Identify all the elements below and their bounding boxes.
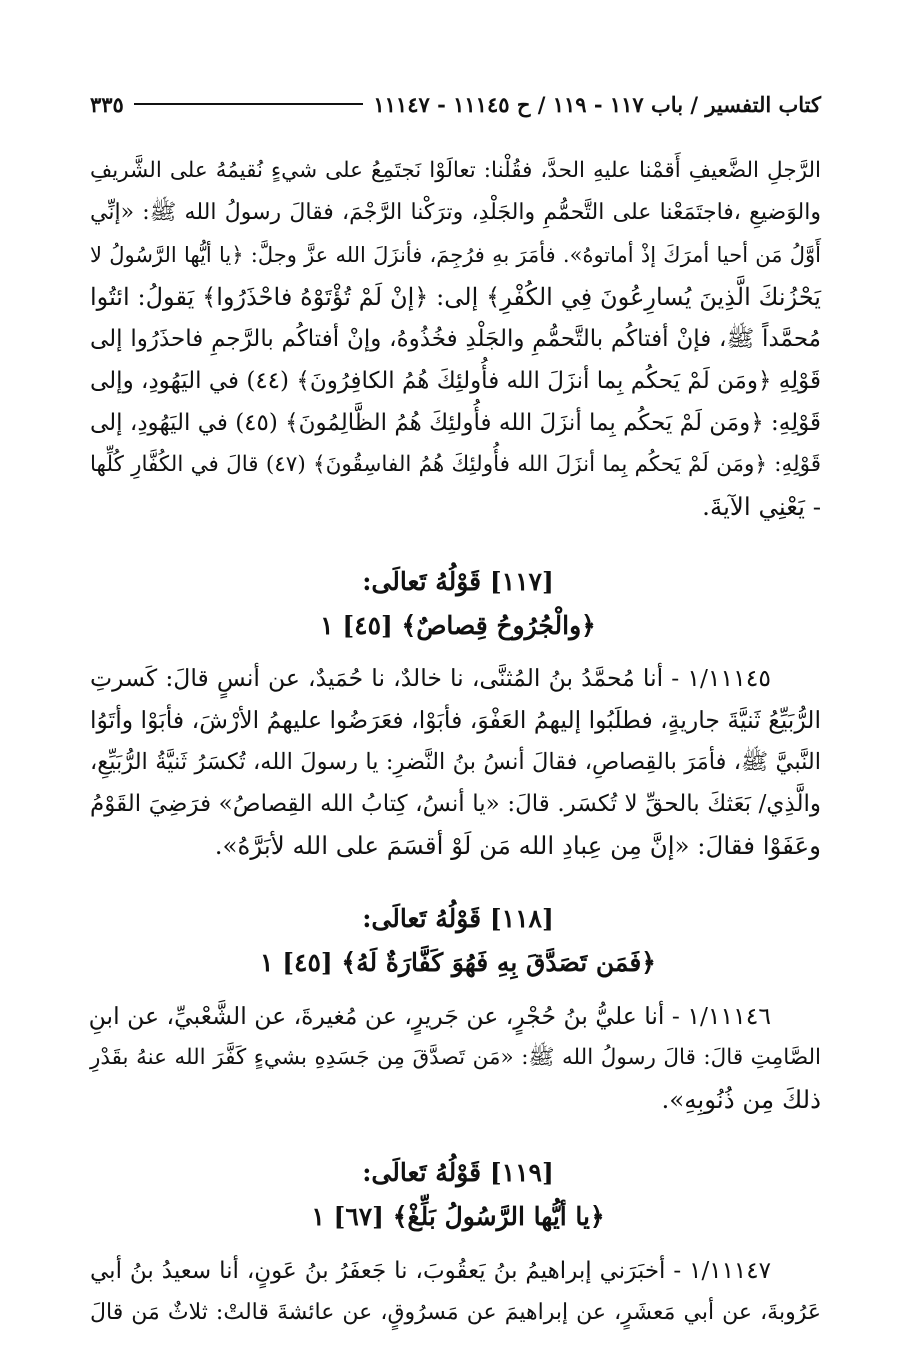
- text-line: يَحْزُنكَ الَّذِينَ يُسارِعُونَ فِي الكُفْرِ﴾ إلى: ﴿إنْ لَمْ تُؤْتَوْهُ فاحْذَرُوا﴾ يَقولُ: ائتُوا: [90, 283, 821, 311]
- header-rule: [134, 103, 364, 105]
- text-line: والَّذِي/ بَعَثكَ بالحقِّ لا تُكسَر. قالَ: «يا أنسُ، كِتابُ الله القِصاصُ» فرَضِيَ القَوْمُ: [90, 791, 821, 817]
- text-line: قَوْلِهِ ﴿ومَن لَمْ يَحكُم بِما أنزَلَ الله فأُولئِكَ هُمُ الكافِرُونَ﴾ (٤٤) في اليَهُودِ، وإلى: [90, 368, 822, 394]
- text-line: النَّبيَّ ﷺ، فأمَرَ بالقِصاصِ، فقالَ أنسُ بنُ النَّضرِ: يا رسولَ الله، تُكسَرُ ثَنيَّةُ الرُّبَيِّعِ،: [90, 749, 821, 775]
- text-line: وعَفَوْا فقالَ: «إنَّ مِن عِبادِ الله مَن لَوْ أقسَمَ على الله لأبَرَّهُ».: [214, 831, 821, 860]
- text-line: مُحمَّداً ﷺ، فإنْ أفتاكُم بالتَّحمُّمِ والجَلْدِ فخُذُوهُ، وإنْ أفتاكُم بالرَّجمِ فاحذَرُوا إلى: [90, 326, 821, 352]
- section-verse: ﴿فَمَن تَصَدَّقَ بِهِ فَهُوَ كَفَّارَةٌ لَهُ﴾ [٤٥] ١: [260, 948, 656, 977]
- text-line: عَرُوبةَ، عن أبي مَعشَرٍ، عن إبراهيمَ عن مَسرُوقٍ، عن عائشةَ قالتْ: ثلاثٌ مَن قالَ: [90, 1300, 821, 1325]
- text-line: قَوْلِهِ: ﴿ومَن لَمْ يَحكُم بِما أنزَلَ الله فأُولئِكَ هُمُ الظَّالِمُونَ﴾ (٤٥) في اليَهُودِ، إلى: [90, 410, 821, 436]
- section-verse: ﴿والْجُرُوحُ قِصاصٌ﴾ [٤٥] ١: [320, 611, 596, 640]
- text-line: والوَضيعِ ،فاجتَمَعْنا على التَّحمُّمِ والجَلْدِ، وترَكْنا الرَّجْمَ، فقالَ رسولُ الله ﷺ: «إنِّي: [90, 200, 821, 225]
- text-line: الرَّجلِ الضَّعيفِ أَقمْنا عليهِ الحدَّ، فقُلْنا: تعالَوْا نَجتَمِعُ على شيءٍ نُقيمُهُ على الشَّريفِ: [90, 158, 821, 183]
- text-line: الصَّامِتِ قالَ: قالَ رسولُ الله ﷺ: «مَن تَصدَّقَ مِن جَسَدِهِ بشيءٍ كَفَّرَ الله عنهُ بقَدْرِ: [90, 1045, 821, 1070]
- section-heading: [١١٨] قَوْلُهُ تَعالَى:: [362, 904, 554, 933]
- hadith-line: ١/١١١٤٦ - أنا عليُّ بنُ حُجْرٍ، عن جَريرٍ، عن مُغيرةَ، عن الشَّعْبيِّ، عن ابنِ: [88, 1002, 771, 1030]
- hadith-line: ١/١١١٤٥ - أنا مُحمَّدُ بنُ المُثنَّى، نا خالدٌ، نا حُمَيدٌ، عن أنسٍ قالَ: كَسرتِ: [90, 664, 771, 692]
- hadith-line: ١/١١١٤٧ - أخبَرَني إبراهيمُ بنُ يَعقُوبَ، نا جَعفَرُ بنُ عَونٍ، أنا سعيدُ بنُ أبي: [90, 1258, 771, 1284]
- section-verse: ﴿يا أيُّها الرَّسُولُ بَلِّغْ﴾ [٦٧] ١: [311, 1202, 605, 1231]
- text-line: قَوْلِهِ: ﴿ومَن لَمْ يَحكُم بِما أنزَلَ الله فأُولئِكَ هُمُ الفاسِقُونَ﴾ (٤٧) قالَ في الكُفَّارِ كُلِّها: [90, 452, 821, 477]
- text-line: أَوَّلُ مَن أحيا أمرَكَ إذْ أماتوهُ». فأمَرَ بهِ فرُجِمَ، فأنزَلَ الله عزَّ وجلَّ: ﴿يا أيُّها الرَّسُولُ لا: [90, 243, 821, 267]
- text-line: - يَعْنِي الآيةَ.: [702, 492, 821, 521]
- section-heading: [١١٩] قَوْلُهُ تَعالَى:: [362, 1158, 554, 1187]
- page-number: ٣٣٥: [90, 91, 124, 117]
- text-line: الرُّبَيِّعُ ثَنيَّةَ جاريةٍ، فطلَبُوا إليهمُ العَفْوَ، فأبَوْا، فعَرَضُوا عليهمُ الأرْشَ، فأبَوْا وأتَوُا: [90, 706, 821, 734]
- section-heading: [١١٧] قَوْلُهُ تَعالَى:: [362, 567, 554, 596]
- header-title: كتاب التفسير / باب ١١٧ - ١١٩ / ح ١١١٤٥ - ١١١٤٧: [373, 91, 821, 117]
- text-line: ذلكَ مِن ذُنُوبِهِ».: [661, 1085, 821, 1114]
- running-header: [90, 84, 821, 124]
